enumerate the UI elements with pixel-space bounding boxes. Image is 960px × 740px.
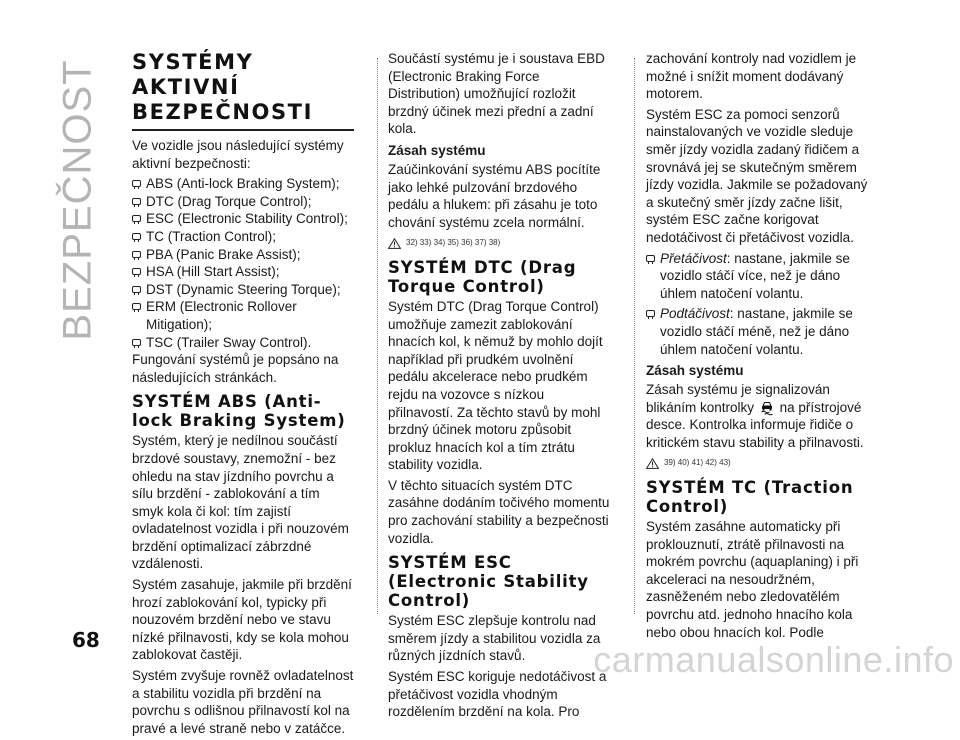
- section-side-label: BEZPEČNOST: [55, 59, 100, 341]
- column-2: [388, 50, 610, 724]
- list-item: ERM (Electronic Rollover Mitigation);: [132, 298, 354, 333]
- dtc-paragraph-1: Systém DTC (Drag Torque Control) umožňuje zamezit zablokování hnacích kol, k němuž by mohlo dojít například při prudkém uvolnění pedálu akcelerace nebo prudkém rejdu na vozovce s nízkou přilnavostí. Za těchto stavů by mohl brzdný účinek motoru způsobit prokluz hnacích kol a tím ztrátu stability vozidla.: [388, 298, 603, 473]
- column-1: [132, 50, 354, 740]
- abs-paragraph-2: Systém zasahuje, jakmile při brzdění hrozí zablokování kol, typicky při nouzovém brzdění nebo ve stavu nízké přilnavosti, kdy se kola mohou zablokovat častěji.: [132, 577, 352, 663]
- warning-reference-numbers: 32) 33) 34) 35) 36) 37) 38): [406, 238, 501, 248]
- bullet-icon: [132, 339, 141, 346]
- ebd-paragraph: Součástí systému je i soustava EBD (Electronic Braking Force Distribution) umožňující rozložit brzdný účinek mezi přední a zadní kola.: [388, 51, 605, 137]
- bullet-icon: [132, 233, 141, 240]
- list-item: DTC (Drag Torque Control);: [132, 193, 354, 211]
- esc-intervention-paragraph: Zásah systému je signalizován blikáním kontrolky na přístrojové desce. Kontrolka informuje řidiče o kritickém stavu stability a přilnavosti.: [646, 382, 864, 450]
- bullet-icon: [132, 286, 141, 293]
- column-divider: [634, 58, 635, 614]
- understeer-item: Podtáčivost: nastane, jakmile se vozidlo stáčí méně, než je dáno úhlem natočení volantu.: [646, 305, 868, 358]
- esc-warning-light-icon: [760, 400, 774, 415]
- systems-list: [132, 175, 354, 351]
- page-number: 68: [72, 628, 100, 652]
- warning-references: [646, 454, 868, 472]
- column-3: [646, 50, 868, 644]
- esc-heading: SYSTÉM ESC (Electronic Stability Control): [388, 553, 589, 611]
- list-item: DST (Dynamic Steering Torque);: [132, 281, 354, 299]
- abs-intervention-paragraph: Zaúčinkování systému ABS pocítíte jako lehké pulzování brzdového pedálu a hlukem: při zásahu je toto chování systému zcela normální.: [388, 161, 601, 230]
- warning-references: [388, 234, 610, 252]
- list-item: TSC (Trailer Sway Control).: [132, 334, 354, 352]
- outro-paragraph: Fungování systémů je popsáno na následujících stránkách.: [132, 352, 339, 385]
- abs-paragraph-3: Systém zvyšuje rovněž ovladatelnost a stabilitu vozidla při brzdění na povrchu s odlišnou přilnavostí kol na pravé a levé straně nebo v zatáčce.: [132, 668, 354, 736]
- watermark: carmanualsonline.info: [593, 639, 954, 680]
- bullet-icon: [132, 251, 141, 258]
- column-divider: [377, 58, 378, 614]
- esc-paragraph-3: zachování kontroly nad vozidlem je možné i snížit moment dodávaný motorem.: [646, 51, 857, 102]
- list-item: ABS (Anti-lock Braking System);: [132, 175, 354, 193]
- bullet-icon: [132, 268, 141, 275]
- bullet-icon: [132, 303, 141, 310]
- abs-intervention-heading: Zásah systému: [388, 142, 486, 158]
- warning-reference-numbers: 39) 40) 41) 42) 43): [664, 458, 731, 468]
- list-item: PBA (Panic Brake Assist);: [132, 246, 354, 264]
- esc-paragraph-2: Systém ESC koriguje nedotáčivost a přetáčivost vozidla vhodným rozdělením brzdění na kola. Pro: [388, 669, 607, 720]
- tc-paragraph-1: Systém zasáhne automaticky při proklouznutí, ztrátě přilnavosti na mokrém povrchu (aquaplaning) i při akceleraci na nesoudržném, zasněženém nebo zledovatělém povrchu atd. jednoho hnacího kola nebo obou hnacích kol. Podle: [646, 519, 859, 640]
- warning-triangle-icon: [388, 238, 401, 249]
- page-title: SYSTÉMY AKTIVNÍ BEZPEČNOSTI: [132, 50, 354, 131]
- bullet-icon: [132, 215, 141, 222]
- dtc-heading: SYSTÉM DTC (Drag Torque Control): [388, 257, 577, 296]
- tc-heading: SYSTÉM TC (Traction Control): [646, 478, 854, 517]
- warning-triangle-icon: [646, 458, 659, 469]
- esc-paragraph-1: Systém ESC zlepšuje kontrolu nad směrem jízdy a stabilitou vozidla za různých jízdních stavů.: [388, 613, 601, 664]
- bullet-icon: [132, 180, 141, 187]
- intro-paragraph: Ve vozidle jsou následující systémy aktivní bezpečnosti:: [132, 138, 344, 171]
- oversteer-item: Přetáčivost: nastane, jakmile se vozidlo stáčí více, než je dáno úhlem natočení volantu.: [646, 250, 868, 303]
- dtc-paragraph-2: V těchto situacích systém DTC zasáhne dodáním točivého momentu pro zachování stability a bezpečnosti vozidla.: [388, 477, 610, 546]
- list-item: TC (Traction Control);: [132, 228, 354, 246]
- abs-paragraph-1: Systém, který je nedílnou součástí brzdové soustavy, znemožní - bez ohledu na stav jízdního povrchu a sílu brzdění - zablokování a tím smyk kola či kol: tím zajistí ovladatelnost vozidla i při nouzovém brzdění optimalizací zábrzdné vzdálenosti.: [132, 433, 349, 572]
- list-item: HSA (Hill Start Assist);: [132, 263, 354, 281]
- bullet-icon: [132, 198, 141, 205]
- bullet-icon: [646, 310, 655, 317]
- esc-paragraph-4: Systém ESC za pomoci senzorů nainstalovaných ve vozidle sleduje směr jízdy vozidla zadaný řidičem a srovnává jej se skutečným směrem jízdy vozidla. Jakmile se požadovaný a skutečný směr jízdy začne lišit, systém ESC začne korigovat nedotáčivost či přetáčivost vozidla.: [646, 106, 868, 245]
- list-item: ESC (Electronic Stability Control);: [132, 210, 354, 228]
- abs-heading: SYSTÉM ABS (Anti-lock Braking System): [132, 392, 346, 431]
- bullet-icon: [646, 255, 655, 262]
- esc-intervention-heading: Zásah systému: [646, 363, 744, 379]
